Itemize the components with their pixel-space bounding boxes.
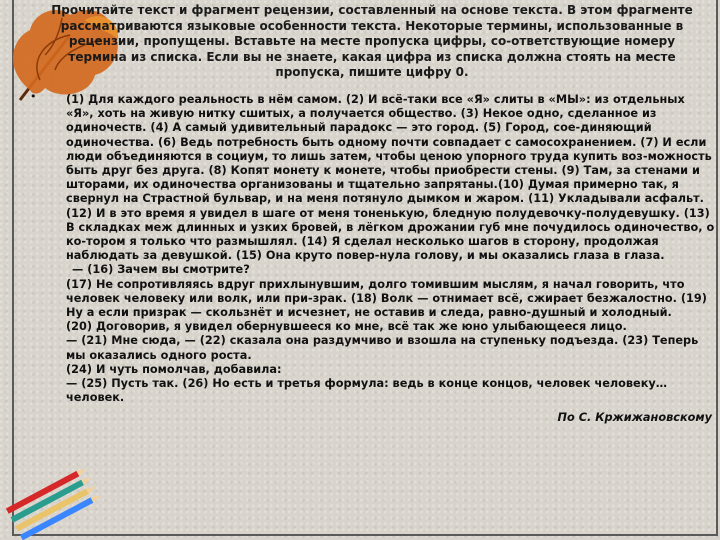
bullet-marker: • <box>30 90 37 103</box>
task-instructions: Прочитайте текст и фрагмент рецензии, составленный на основе текста. В этом фрагменте рассматриваются языковые особенности текста. Некоторые термины, использованные в рецензии, пропущены. Вставьте на месте пропуска цифры, со-ответствующие номеру термина из списка. Если вы не знаете, какая цифра из списка должна стоять на месте пропуска, пишите цифру 0. <box>51 3 693 79</box>
text-paragraph: — (16) Зачем вы смотрите? <box>72 263 250 277</box>
text-paragraph: — (25) Пусть так. (26) Но есть и третья формула: ведь в конце концов, человек человеку… человек. <box>66 377 668 405</box>
colored-pencils-icon <box>0 465 110 540</box>
text-paragraph: (24) И чуть помолчав, добавила: <box>66 362 282 376</box>
text-paragraph: (17) Не сопротивляясь вдруг прихлынувшим, долго томившим мыслям, я начал говорить, что человек человеку или волк, или при-зрак. (18) Волк — отнимает всё, сжирает безжалостно. (19) Ну а если призрак — скользнёт и исчезнет, не оставив и следа, равно-душный и холодный. <box>66 277 707 320</box>
text-paragraph: (1) Для каждого реальность в нём самом. (2) И всё-таки все «Я» слиты в «МЫ»: из отдельных «Я», хоть на живую нитку сшитых, а получается общество. (3) Некое одно, сделанное из одиночеств. (4) А самый удивительный парадокс — это город. (5) Город, сое-диняющий одиночества. (6) Ведь потребность быть одному почти совпадает с самосохранением. (7) И если люди объединяются в социум, то лишь затем, чтобы ценою упорного труда купить воз-можность быть друг без друга. (8) Копят монету к монете, чтобы приобрести стены. (9) Там, за стенами и шторами, их одиночества организованы и тщательно запрятаны.(10) Думая примерно так, я свернул на Страстной бульвар, и на меня потянуло дымком и жаром. (11) Укладывали асфальт. (12) И в это время я увидел в шаге от меня тоненькую, бледную полудевочку-полудевушку. (13) В складках меж длинных и узких бровей, в лёгком дрожании губ мне почудилось одиночество, о ко-тором я только что размышлял. (14) Я сделал несколько шагов в сторону, продолжая наблюдать за девушкой. (15) Она круто повер-нула голову, и мы оказались глаза в глаза. <box>66 93 715 263</box>
source-text <box>66 93 716 426</box>
text-paragraph: (20) Договорив, я увидел обернувшееся ко мне, всё так же юно улыбающееся лицо. <box>66 320 627 334</box>
author-attribution: По С. Кржижановскому <box>557 411 712 425</box>
text-paragraph: — (21) Мне сюда, — (22) сказала она раздумчиво и взошла на ступеньку подъезда. (23) Теперь мы оказались одного роста. <box>66 334 699 362</box>
